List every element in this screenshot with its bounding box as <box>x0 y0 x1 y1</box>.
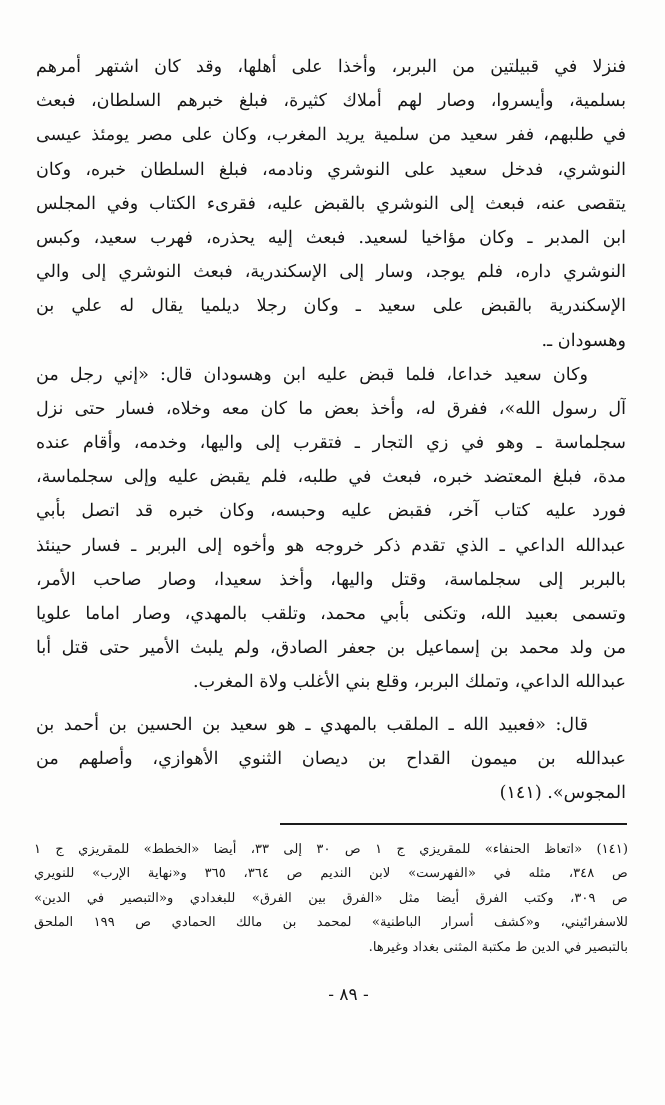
text-line: في طلبهم، ففر سعيد من سلمية يريد المغرب، وكان على مصر يومئذ عيسى <box>36 125 626 146</box>
page-number: - ٨٩ - <box>328 985 369 1005</box>
text-line: فورد عليه كتاب آخر، فقبض عليه وحبسه، وكان خبره قد اتصل بأبي <box>36 501 626 522</box>
footnote-line: ص ٣٤٨، مثله في «الفهرست» لابن النديم ص ٣٦٤، ٣٦٥ و«نهاية الإرب» للنويري <box>34 866 628 882</box>
footnote-line: ص ٣٠٩، وكتب الفرق أيضا مثل «الفرق بين الفرق» للبغدادي و«التبصير في الدين» <box>34 890 628 906</box>
text-line: النوشري، فدخل سعيد على النوشري ونادمه، فبلغ السلطان خبره، وكان <box>36 159 626 180</box>
text-line: فنزلا في قبيلتين من البربر، وأخذا على أهلها، وقد كان اشتهر أمرهم <box>36 57 626 77</box>
text-line: من ولد محمد بن إسماعيل بن جعفر الصادق، ولم يلبث الأمير حتى قتل أبا <box>36 638 626 659</box>
text-line: ابن المدبر ـ وكان مؤاخيا لسعيد. فبعث إليه يحذره، فهرب سعيد، وكبس <box>36 227 626 248</box>
footnote-line: (١٤١) «اتعاظ الحنفاء» للمقريزي ج ١ ص ٣٠ إلى ٣٣، أيضا «الخطط» للمقريزي ج ١ <box>34 842 628 857</box>
text-line: وتسمى بعبيد الله، وتكنى بأبي محمد، وتلقب بالمهدي، وصار اماما علويا <box>36 604 626 624</box>
text-line: بسلمية، وأيسروا، وصار لهم أملاك كثيرة، فبلغ خبرهم السلطان، فبعث <box>36 91 626 112</box>
text-line: عبدالله بن ميمون القداح بن ديصان الثنوي الأهوازي، وأصلهم من <box>36 748 626 769</box>
text-line: عبدالله الداعي، وتملك البربر، وقلع بني الأغلب ولاة المغرب. <box>193 672 626 693</box>
text-line: وهسودان ـ. <box>541 330 626 351</box>
text-line: المجوس». (١٤١) <box>499 782 626 803</box>
text-line: مدة، فبلغ المعتضد خبره، فبعث في طلبه، فلم يقبض عليه وإلى سجلماسة، <box>36 467 626 488</box>
footnotes <box>34 838 628 960</box>
footnote-divider <box>280 823 627 825</box>
footnote-line: للاسفرائيني، و«كشف أسرار الباطنية» لمحمد بن مالك الحمادي ص ١٩٩ الملحق <box>34 915 628 931</box>
text-line: آل رسول الله»، ففرق له، وأخذ بعض ما كان معه وخلاه، فسار حتى نزل <box>36 398 626 419</box>
paragraph-first-line: قال: «فعبيد الله ـ الملقب بالمهدي ـ هو سعيد بن الحسين بن أحمد بن <box>36 714 588 735</box>
text-line: يتقصى عنه، فبعث إلى النوشري بالقبض عليه، فقرىء الكتاب وفي المجلس <box>36 193 626 214</box>
text-line: بالبربر إلى سجلماسة، وقتل واليها، وأخذ سعيدا، وصار صاحب الأمر، <box>36 569 626 590</box>
text-line: عبدالله الداعي ـ الذي تقدم ذكر خروجه هو وأخوه إلى البربر ـ فسار حينئذ <box>36 535 626 556</box>
footnote-line: بالتبصير في الدين ط مكتبة المثنى بغداد وغيرها. <box>368 939 628 955</box>
paragraph-first-line: وكان سعيد خداعا، فلما قبض عليه ابن وهسودان قال: «إني رجل من <box>36 364 588 385</box>
main-text <box>36 50 626 810</box>
text-line: الإسكندرية بالقبض على سعيد ـ وكان رجلا ديلميا يقال له علي بن <box>36 296 626 317</box>
text-line: سجلماسة ـ وهو في زي التجار ـ فتقرب إلى واليها، وخدمه، وأقام عنده <box>36 433 626 454</box>
text-line: النوشري داره، فلم يوجد، وسار إلى الإسكندرية، فبعث النوشري إلى والي <box>36 262 626 283</box>
